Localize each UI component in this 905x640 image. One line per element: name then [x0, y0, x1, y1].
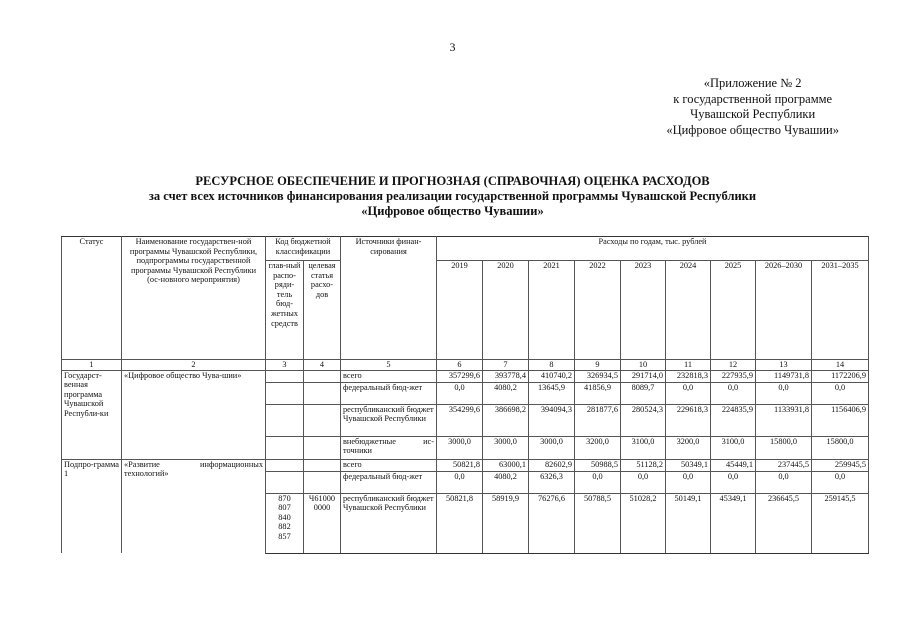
value-cell: 0,0 [666, 471, 711, 493]
code-grbs [266, 404, 304, 436]
value-cell: 386698,2 [483, 404, 529, 436]
code-target [304, 404, 341, 436]
value-cell: 51128,2 [621, 459, 666, 471]
document-title [40, 174, 865, 219]
value-cell: 3000,0 [529, 436, 575, 459]
col-number: 10 [621, 359, 666, 370]
value-cell: 0,0 [812, 471, 869, 493]
section-name: «Цифровое общество Чува-шии» [122, 370, 266, 459]
budget-table [61, 236, 869, 554]
value-cell: 41856,9 [575, 382, 621, 404]
code-grbs [266, 459, 304, 471]
header-year: 2019 [437, 261, 483, 359]
value-cell: 45449,1 [711, 459, 756, 471]
col-number: 11 [666, 359, 711, 370]
value-cell: 259945,5 [812, 459, 869, 471]
value-cell: 281877,6 [575, 404, 621, 436]
header-year: 2021 [529, 261, 575, 359]
header-name: Наименование государствен-ной программы Чувашской Республики, подпрограммы государственной программы Чувашской Республики (ос-новного мероприятия) [122, 237, 266, 360]
value-cell: 410740,2 [529, 370, 575, 382]
value-cell: 0,0 [756, 382, 812, 404]
value-cell: 232818,3 [666, 370, 711, 382]
value-cell: 82602,9 [529, 459, 575, 471]
value-cell: 0,0 [621, 471, 666, 493]
col-number: 6 [437, 359, 483, 370]
col-number: 3 [266, 359, 304, 370]
header-year: 2024 [666, 261, 711, 359]
value-cell: 50149,1 [666, 493, 711, 553]
appendix-note [666, 76, 839, 138]
value-cell: 76276,6 [529, 493, 575, 553]
value-cell: 15800,0 [812, 436, 869, 459]
header-year: 2031–2035 [812, 261, 869, 359]
code-target [304, 370, 341, 382]
value-cell: 3000,0 [483, 436, 529, 459]
value-cell: 0,0 [437, 382, 483, 404]
col-number: 7 [483, 359, 529, 370]
col-number: 2 [122, 359, 266, 370]
source-label: федеральный бюд-жет [341, 382, 437, 404]
source-label: всего [341, 370, 437, 382]
source-label: внебюджетные ис-точники [341, 436, 437, 459]
value-cell: 0,0 [711, 382, 756, 404]
title-line-1: РЕСУРСНОЕ ОБЕСПЕЧЕНИЕ И ПРОГНОЗНАЯ (СПРАВОЧНАЯ) ОЦЕНКА РАСХОДОВ [195, 174, 710, 188]
value-cell: 229618,3 [666, 404, 711, 436]
code-grbs: 870 807 840 882 857 [266, 493, 304, 553]
value-cell: 0,0 [711, 471, 756, 493]
value-cell: 237445,5 [756, 459, 812, 471]
value-cell: 50988,5 [575, 459, 621, 471]
code-target [304, 459, 341, 471]
value-cell: 8089,7 [621, 382, 666, 404]
page-number: 3 [449, 40, 456, 54]
value-cell: 3100,0 [711, 436, 756, 459]
code-grbs [266, 436, 304, 459]
value-cell: 58919,9 [483, 493, 529, 553]
value-cell: 354299,6 [437, 404, 483, 436]
source-label: республиканский бюджет Чувашской Республики [341, 493, 437, 553]
header-status: Статус [62, 237, 122, 360]
value-cell: 224835,9 [711, 404, 756, 436]
code-grbs [266, 471, 304, 493]
value-cell: 3200,0 [666, 436, 711, 459]
appendix-line-1: «Приложение № 2 [703, 76, 802, 90]
appendix-line-4: «Цифровое общество Чувашии» [666, 122, 839, 137]
appendix-line-2: к государственной программе [673, 91, 833, 106]
col-number: 1 [62, 359, 122, 370]
code-grbs [266, 370, 304, 382]
value-cell: 1172206,9 [812, 370, 869, 382]
header-expenses: Расходы по годам, тыс. рублей [437, 237, 869, 261]
value-cell: 1156406,9 [812, 404, 869, 436]
source-label: федеральный бюд-жет [341, 471, 437, 493]
value-cell: 0,0 [812, 382, 869, 404]
value-cell: 4080,2 [483, 382, 529, 404]
col-number: 12 [711, 359, 756, 370]
title-line-3: «Цифровое общество Чувашии» [361, 204, 544, 218]
value-cell: 3100,0 [621, 436, 666, 459]
value-cell: 4080,2 [483, 471, 529, 493]
col-number: 13 [756, 359, 812, 370]
value-cell: 357299,6 [437, 370, 483, 382]
header-code: Код бюджетной классификации [266, 237, 341, 261]
col-number: 14 [812, 359, 869, 370]
header-code-grbs: глав-ный распо-ряди-тель бюд-жетных средств [266, 261, 304, 360]
value-cell: 3200,0 [575, 436, 621, 459]
code-target: Ч61000 0000 [304, 493, 341, 553]
value-cell: 291714,0 [621, 370, 666, 382]
col-number: 4 [304, 359, 341, 370]
value-cell: 13645,9 [529, 382, 575, 404]
header-code-target: целевая статья расхо-дов [304, 261, 341, 360]
header-year: 2023 [621, 261, 666, 359]
header-year: 2025 [711, 261, 756, 359]
value-cell: 0,0 [756, 471, 812, 493]
col-number: 5 [341, 359, 437, 370]
header-year: 2026–2030 [756, 261, 812, 359]
code-target [304, 382, 341, 404]
value-cell: 50788,5 [575, 493, 621, 553]
value-cell: 259145,5 [812, 493, 869, 553]
header-year: 2020 [483, 261, 529, 359]
value-cell: 45349,1 [711, 493, 756, 553]
value-cell: 63000,1 [483, 459, 529, 471]
title-line-2: за счет всех источников финансирования реализации государственной программы Чувашской Республики [148, 189, 757, 203]
value-cell: 326934,5 [575, 370, 621, 382]
section-name: «Развитие информационных технологий» [122, 459, 266, 553]
value-cell: 15800,0 [756, 436, 812, 459]
section-status: Государст-венная программа Чувашской Республи-ки [62, 370, 122, 459]
value-cell: 0,0 [666, 382, 711, 404]
header-sources: Источники финан-сирования [341, 237, 437, 360]
value-cell: 51028,2 [621, 493, 666, 553]
value-cell: 1133931,8 [756, 404, 812, 436]
col-number: 8 [529, 359, 575, 370]
section-status: Подпро-грамма 1 [62, 459, 122, 553]
value-cell: 393778,4 [483, 370, 529, 382]
value-cell: 0,0 [437, 471, 483, 493]
appendix-line-3: Чувашской Республики [690, 107, 816, 121]
code-target [304, 436, 341, 459]
value-cell: 50821,8 [437, 459, 483, 471]
code-target [304, 471, 341, 493]
source-label: республиканский бюджет Чувашской Республики [341, 404, 437, 436]
col-number: 9 [575, 359, 621, 370]
value-cell: 1149731,8 [756, 370, 812, 382]
source-label: всего [341, 459, 437, 471]
header-year: 2022 [575, 261, 621, 359]
value-cell: 3000,0 [437, 436, 483, 459]
value-cell: 50349,1 [666, 459, 711, 471]
value-cell: 50821,8 [437, 493, 483, 553]
value-cell: 227935,9 [711, 370, 756, 382]
value-cell: 236645,5 [756, 493, 812, 553]
value-cell: 394094,3 [529, 404, 575, 436]
value-cell: 0,0 [575, 471, 621, 493]
code-grbs [266, 382, 304, 404]
value-cell: 6326,3 [529, 471, 575, 493]
value-cell: 280524,3 [621, 404, 666, 436]
